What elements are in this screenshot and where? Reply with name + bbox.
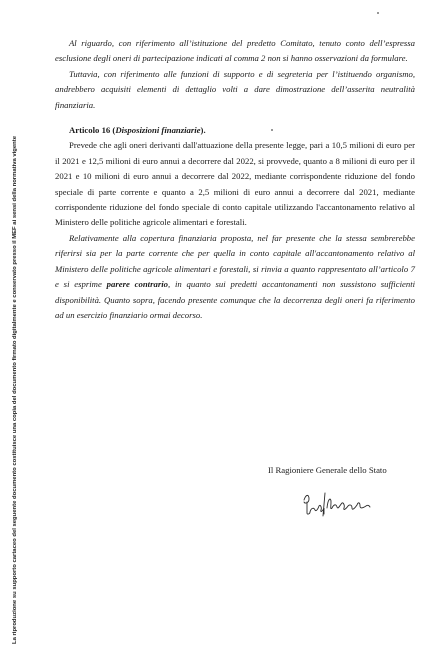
paragraph-segreteria: Tuttavia, con riferimento alle funzioni di supporto e di segreteria per l’istituendo organismo, andrebbero acquisiti elementi di dettaglio volti a dare dimostrazione dell’asserita neutralità finanziaria. [55,68,415,110]
scan-speck [377,12,379,14]
article-heading: Articolo 16 (Disposizioni finanziarie). [69,125,206,136]
digital-copy-side-note [2,4,18,644]
side-note-text: La riproduzione su supporto cartaceo del seguente documento costituisce una copia del documento firmato digitalmente e conservato presso il MEF ai sensi della normativa vigente [12,135,18,644]
article-subject: Disposizioni finanziarie [115,125,201,136]
document-body [55,36,415,323]
paragraph-comitato: Al riguardo, con riferimento all’istituzione del predetto Comitato, tenuto conto dell’espressa esclusione degli oneri di partecipazione indicati al comma 2 non si hanno osservazioni da formulare. [55,38,415,64]
paragraph-oneri: Prevede che agli oneri derivanti dall'attuazione della presente legge, pari a 10,5 milioni di euro per il 2021 e 12,5 milioni di euro annui a decorrere dal 2022, si provvede, quanto a 8 milioni di euro per il 2021 e 10 milioni di euro annui a decorrere dal 2022, mediante corrispondente riduzione del fondo speciale di parte corrente e quanto a 2,5 milioni di euro annui a decorrere dal 2021, mediante corrispondente riduzione del fondo speciale di conto capitale utilizzando l'accantonamento relativo al Ministero delle politiche agricole alimentari e forestali. [55,140,415,228]
handwritten-signature [300,488,372,518]
parere-contrario: parere contrario [106,279,168,290]
signer-title: Il Ragioniere Generale dello Stato [268,465,387,475]
paragraph-copertura: Relativamente alla copertura finanziaria proposta, nel far presente che la stessa sembrerebbe riferirsi sia per la parte corrente che per quella in conto capitale all'accantonamento relativo al Ministero delle politiche agricole alimentari e forestali, si rinvia a quanto rappresentato all’articolo 7 e si esprime parere contrario, in quanto sui predetti accantonamenti non sussistono sufficienti disponibilità. Quanto sopra, facendo presente comunque che la decorrenza degli oneri fa riferimento ad un esercizio finanziario ormai decorso. [55,232,416,320]
scan-speck [271,129,273,131]
